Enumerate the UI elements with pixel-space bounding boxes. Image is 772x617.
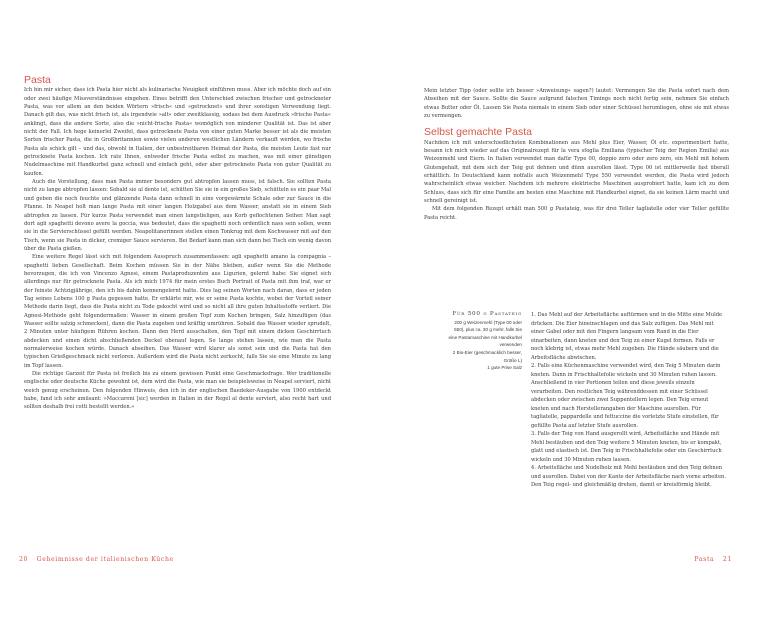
ingredient-line: 1 gute Prise Salz [487,365,522,371]
recipe-step: 3. Falls der Teig von Hand ausgerollt wird, Arbeitsfläche und Hände mit Mehl bestäuben und den Teig weitere 5 Minuten kneten, bis er kompakt, glatt und elastisch ist. Den Teig in Frischhaltefolie oder ein Geschirrtuch wickeln und 30 Minuten ruhen lassen. [531,431,722,463]
page-number: 21 [722,556,732,563]
recipe-yield: Für 500 g Pastateig [452,311,522,317]
recipe-step: 1. Das Mehl auf der Arbeitsfläche auftürmen und in die Mitte eine Mulde drücken. Die Eier hineinschlagen und das Salz zufügen. Das Mehl mit einer Gabel oder mit den Fingern langsam vom Rand in die Eier einarbeiten, dann kneten und den Teig zu einer Kugel formen. Falls er noch klebrig ist, etwas mehr Mehl zugeben. Die Hände säubern und die Arbeitsfläche abwischen. [531,312,723,361]
recipe-steps [531,311,727,490]
right-column [424,87,729,222]
ingredient-line: Größe L) [503,357,522,363]
right-footer [694,556,738,563]
ingredient-line: 550), plus ca. 30 g mehr, falls Sie [454,327,522,333]
paragraph: Eine weitere Regel lässt sich mit folgendem Ausspruch zusammenfassen: agli spaghetti amano la compagnia – spaghetti lieben Gesellschaft. Beim Kochen müssen Sie in der Nähe bleiben, außer wenn Sie die Methode bevorzugen, die ich von Vincenzo Agnesi, einem Pastaproduzenten aus Ligurien, gelernt habe: Sie eignet sich allerdings nur für getrocknete Pasta. Als ich mich 1974 für mein erstes Buch Portrait of Pasta mit ihm traf, war er der feinste Achtzigjährige, den ich bis dahin kennengelernt hatte. Dies lag seinen Worten nach daran, dass er jeden Tag seines Lebens 100 g Pasta gegessen hatte. Er erklärte mir, wie er seine Pasta kochte, wobei der Vorteil seiner Methode darin liegt, dass die Pasta nicht zu Tode gekocht wird und so nicht all ihre guten Inhaltsstoffe verliert. Die Agnesi-Methode geht folgendermaßen: Wasser in einem großen Topf zum Kochen bringen, Salz hinzufügen (das Wasser sollte salzig schmecken), dann die Pasta zugeben und kräftig umrühren. Sobald das Wasser wieder sprudelt, 2 Minuten unter häufigem Rühren kochen. Dann den Herd ausschalten, den Topf mit einem dicken Geschirrtuch abdecken und einen dicht abschließenden Deckel obenauf legen. So lange stehen lassen, wie man die Pasta normalerweise kochen würde. Danach abseihen. Das Wasser wird klarer als sonst sein und die Pasta hat den typischen Grießgeschmack nicht verloren. Außerdem wird die Pasta nicht zerkocht, falls Sie sie eine Minute zu lang im Topf lassen. [24,254,331,369]
paragraph: Die richtige Garzeit für Pasta ist freilich bis zu einem gewissen Punkt eine Geschmacksfrage. Wer traditionelle englische oder deutsche Küche gewohnt ist, dem wird die Pasta, wie man sie beispielsweise in Neapel serviert, nicht weich genug erscheinen. Den folgenden Hinweis, den ich in der englischen Baedeker-Ausgabe von 1900 entdeckt habe, fand ich sehr amüsant: »Maccaroni [sic] werden in Italien in der Regel al dente serviert, also recht hart und sollten deshalb frei cotti bestellt werden.« [24,371,331,411]
intro-paragraph: Mein letzter Tipp (oder sollte ich besser »Anweisung« sagen?) lautet: Vermengen Sie die Pasta sofort nach dem Abseihen mit der Sauce. Sollte die Sauce aufgrund falschen Timings noch nicht fertig sein, nehmen Sie einfach etwas Butter oder Öl. Lassen Sie Pasta niemals in einem Sieb oder einer Schüssel herumliegen, ohne sie mit etwas zu vermengen. [424,88,729,120]
running-title: Pasta [694,556,715,563]
ingredient-line: eine Pastamaschine mit Handkurbel [448,334,522,340]
running-title: Geheimnisse der italienischen Küche [36,556,174,563]
paragraph: Nachdem ich mit unterschiedlichsten Kombinationen aus Mehl plus Eier, Wasser, Öl etc. experimentiert hatte, besann ich mich wieder auf das Originalrezept für la vera sfoglia Emiliana (typischer Teig der Region Emilia) aus Weizenmehl und Eiern. In Italien verwendet man dafür Type 00, doppio zero oder zero zero, ein Mehl mit hohem Glutengehalt, mit dem sich der Teig gut dehnen und dünn ausrollen lässt. Type 00 ist mittlerweile fast überall erhältlich. In Deutschland kann notfalls auch Weizenmehl Type 550 verwendet werden, die Pasta wird jedoch wahrscheinlich etwas weicher. Nachdem ich mehrere elektrische Maschinen ausprobiert hatte, kam ich zu dem Schluss, dass sich für eine Familie am besten eine Maschine mit Handkurbel eignet, da sie keinen Lärm macht und schnell gereinigt ist. [424,139,729,205]
section-heading-pasta: Pasta [24,74,51,86]
paragraph: Ich bin mir sicher, dass ich Pasta hier nicht als kulinarische Neuigkeit einführen muss. Aber ich möchte doch auf ein oder zwei häufige Missverständnisse eingehen. Eines betrifft den Unterschied zwischen frischer und getrockneter Pasta, was vor allem an den beiden Wörtern »frisch« und »getrocknet« und ihrer sonstigen Verwendung liegt. Danach gilt das, was nicht frisch ist, als irgendwie »alt« oder zweitklassig, sodass bei dem Ausdruck »frische Pasta« anklingt, dass die andere Sorte, also die »nicht-frische Pasta« womöglich von minderer Qualität ist. Das ist aber nicht der Fall. Ich hege keinerlei Zweifel, dass getrocknete Pasta von einer guten Marke besser ist als die meisten Sorten frischer Pasta, die in Großbritannien sowie vielen anderen westlichen Ländern verkauft werden, wo frische Pasta als schick gilt – und das, obwohl in Italien, der unbestreitbaren Heimat der Pasta, die meisten Leute fast nur getrocknete Pasta kochen. Ich rate Ihnen, entweder frische Pasta selbst zu machen, was mit einer günstigen Nudelmaschine mit Handkurbel ganz schnell und einfach geht, oder aber getrocknete Pasta von guter Qualität zu kaufen. [24,87,331,177]
recipe-step: 2. Falls eine Küchenmaschine verwendet wird, den Teig 5 Minuten darin kneten. Dann in Frischhaltefolie wickeln und 30 Minuten ruhen lassen. Anschließend in vier Portionen teilen und diese jeweils einzeln verarbeiten. Den restlichen Teig währenddessen mit einer Schüssel abdecken oder zwischen zwei Suppentellern legen. Den Teig erneut kneten und nach Herstellerangaben der Maschine ausrollen. Für tagliatelle, pappardelle und fettuccine die vorletzte Stufe einstellen, für gefüllte Pasta auf letzter Stufe ausrollen. [531,363,721,429]
page-number: 20 [19,556,29,563]
ingredient-line: 200 g Weizenmehl (Type 00 oder [454,319,522,325]
ingredient-line: verwenden [499,342,522,348]
section-heading-selbst-gemachte-pasta: Selbst gemachte Pasta [424,126,532,139]
left-footer [13,556,174,563]
ingredient-line: 2 Bio-Eier (geschmacklich besser, [452,349,522,355]
recipe-step: 4. Arbeitsfläche und Nudelholz mit Mehl bestäuben und den Teig dehnen und ausrollen. Dabei von der Kante der Arbeitsfläche nach vorne arbeiten. Den Teig regel- und gleichmäßig drehen, damit er kreisförmig bleibt. [531,465,726,488]
recipe-ingredients [420,311,522,372]
paragraph: Mit dem folgenden Rezept erhält man 500 g Pastateig, was für drei Teller tagliatelle oder vier Teller gefüllte Pasta reicht. [424,206,729,221]
paragraph: Auch die Vorstellung, dass man Pasta immer besonders gut abtropfen lassen muss, ist falsch. Sie sollten Pasta nicht zu lange abtropfen lassen: Sobald sie al dente ist, schütten Sie sie in ein großes Sieb, schütteln es ein paar Mal und geben die noch feuchte und glänzende Pasta dann schnell in eine vorgewärmte Schale oder zur Sauce in die Pfanne. In Neapel holt man lange Pasta mit einer langen Holzgabel aus dem Wasser, anstatt sie in einem Sieb abtropfen zu lassen. Für kurze Pasta verwendet man einen langstieligen, aus Korb geflochtenen Seiher. Man sagt dort agli spaghetti devono avere la goccia, was bedeutet, dass die spaghetti noch ordentlich nass sein sollen, wenn sie in die Servierschüssel gefüllt werden. Neapolitanerinnen stellen einen Tonkrug mit dem Kochwasser mit auf den Tisch, wenn sie Pasta in dicker, cremiger Sauce servieren. Bei Bedarf kann man sich dann bei Tisch ein wenig davon über die Pasta gießen. [24,179,331,252]
left-column [24,76,331,412]
